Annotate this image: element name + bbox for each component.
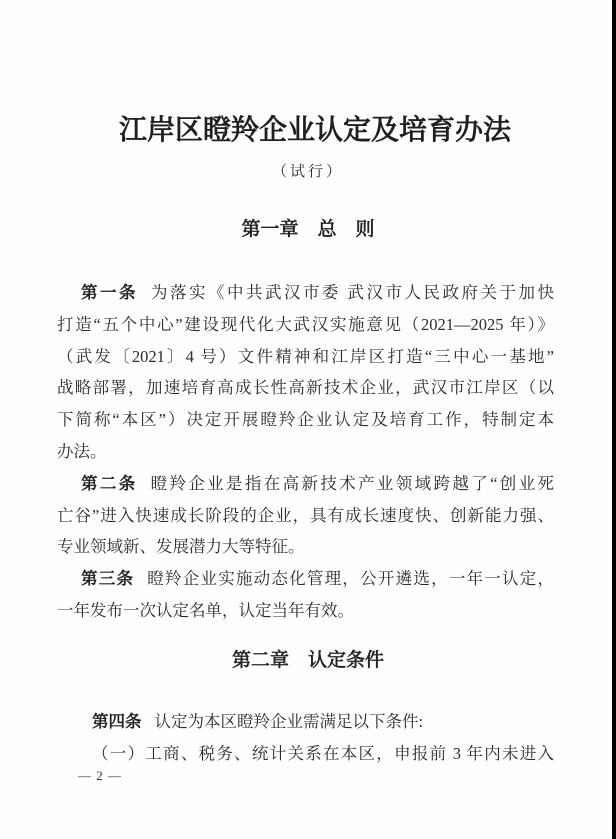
page-number: — 2 — — [78, 768, 122, 783]
line-text: 下简称“本区”）决定开展瞪羚企业认定及培育工作，特制定本 — [57, 410, 554, 430]
line-text: 一年发布一次认定名单，认定当年有效。 — [57, 600, 354, 620]
text-line — [57, 500, 554, 532]
line-text: 为落实《中共武汉市委 武汉市人民政府关于加快 — [150, 283, 555, 302]
text-line — [57, 372, 554, 404]
text-line — [57, 531, 554, 563]
article-term: 第四条 — [92, 711, 142, 731]
text-line — [57, 341, 554, 373]
text-line — [57, 404, 554, 436]
text-line — [57, 436, 554, 468]
chapter-1-heading: 第一章 总 则 — [241, 219, 375, 240]
line-text: 战略部署，加速培育高成长性高新技术企业，武汉市江岸区（以 — [57, 378, 554, 398]
article-term: 第二条 — [81, 473, 138, 493]
text-line — [57, 738, 554, 770]
line-text: 认定为本区瞪羚企业需满足以下条件: — [154, 711, 424, 731]
line-text: （武发〔2021〕4 号）文件精神和江岸区打造“三中心一基地” — [57, 346, 554, 366]
article-term: 第三条 — [81, 569, 135, 589]
document-title: 江岸区瞪羚企业认定及培育办法 — [118, 115, 511, 146]
text-line — [57, 277, 554, 309]
line-text: 专业领域新、发展潜力大等特征。 — [57, 537, 305, 557]
line-text: 瞪羚企业实施动态化管理，公开遴选，一年一认定， — [147, 569, 555, 589]
chapter-2-body — [57, 706, 554, 770]
document-subtitle: （试行） — [271, 164, 344, 180]
line-text: 办法。 — [57, 441, 107, 461]
line-text: （一）工商、税务、统计关系在本区，申报前 3 年内未进入 — [92, 743, 554, 763]
text-line — [57, 595, 554, 627]
scan-edge-artifact — [612, 0, 616, 839]
chapter-1-body — [57, 277, 554, 627]
line-text: 瞪羚企业是指在高新技术产业领域跨越了“创业死 — [150, 473, 555, 493]
text-line — [57, 309, 554, 341]
text-line — [57, 468, 554, 500]
text-line — [57, 706, 554, 738]
text-line — [57, 563, 554, 595]
line-text: 亡谷”进入快速成长阶段的企业，具有成长速度快、创新能力强、 — [57, 505, 554, 525]
article-term: 第一条 — [81, 283, 138, 302]
line-text: 打造“五个中心”建设现代化大武汉实施意见（2021—2025 年）》 — [57, 314, 554, 334]
chapter-2-heading: 第二章 认定条件 — [231, 649, 384, 671]
